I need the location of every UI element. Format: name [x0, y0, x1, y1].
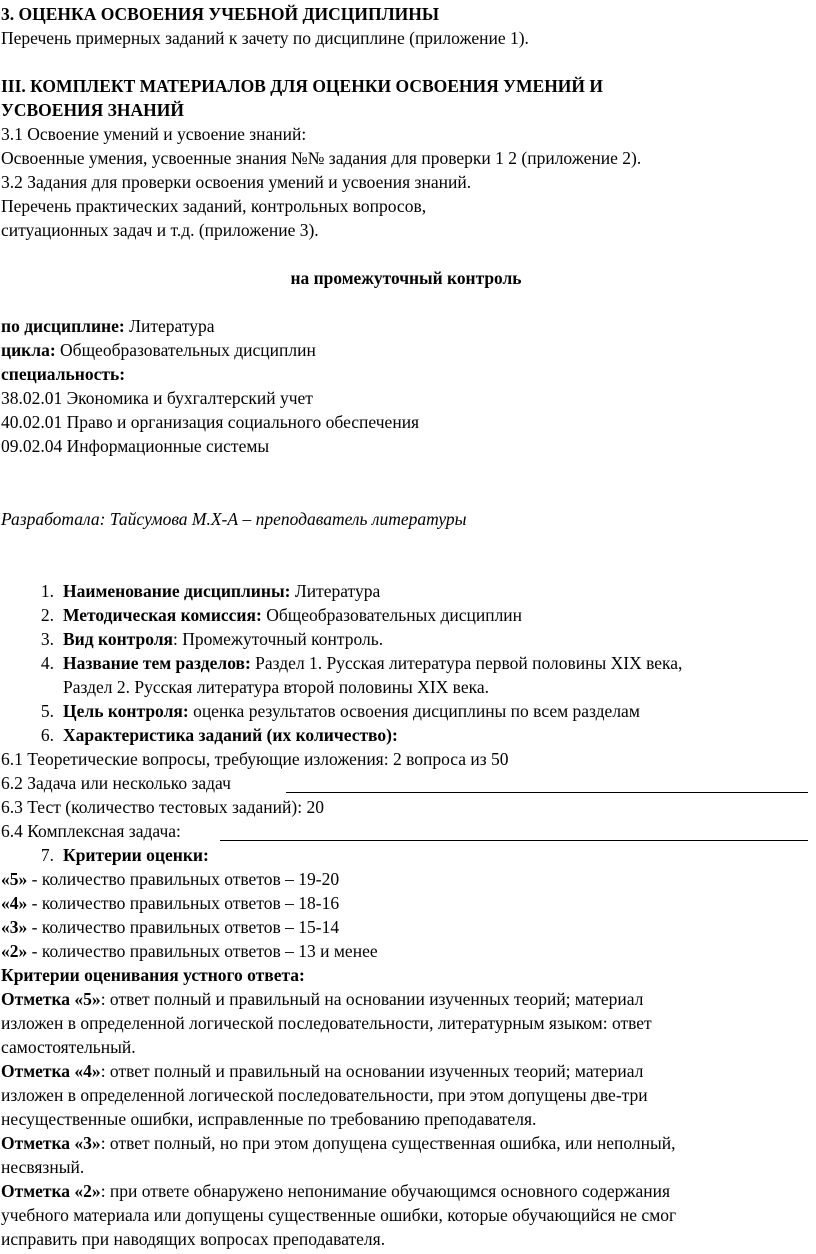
discipline-row: [1, 314, 215, 338]
grade-text: - количество правильных ответов – 18-16: [27, 893, 340, 913]
mark-2-line: учебного материала или допущены существенные ошибки, которые обучающийся не смог: [1, 1205, 677, 1225]
grade-text: - количество правильных ответов – 15-14: [27, 917, 340, 937]
part-3-line: 3.1 Освоение умений и усвоение знаний:: [1, 124, 307, 144]
grade-mark: «2»: [1, 941, 28, 961]
grade-row: [1, 891, 339, 915]
list-number: 5.: [40, 701, 54, 721]
part-3-heading-line1: III. КОМПЛЕКТ МАТЕРИАЛОВ ДЛЯ ОЦЕНКИ ОСВОЕНИЯ УМЕНИЙ И: [1, 76, 604, 96]
task-line: 6.3 Тест (количество тестовых заданий): 20: [1, 797, 324, 817]
grade-row: [1, 867, 339, 891]
specialty-item: 38.02.01 Экономика и бухгалтерский учет: [1, 388, 313, 408]
list-item-characteristics: Характеристика заданий (их количество):: [63, 725, 398, 745]
list-number: 1.: [40, 581, 54, 601]
list-item-goal: [63, 699, 640, 723]
specialty-item: 09.02.04 Информационные системы: [1, 436, 270, 456]
cycle-row: [1, 338, 316, 362]
part-3-line: Освоенные умения, усвоенные знания №№ задания для проверки 1 2 (приложение 2).: [1, 148, 642, 168]
list-item-topics: [63, 651, 682, 675]
list-number: 4.: [40, 653, 54, 673]
mark-5-line: самостоятельный.: [1, 1037, 136, 1057]
task-line: 6.2 Задача или несколько задач: [1, 773, 231, 793]
list-number: 3.: [40, 629, 54, 649]
mark-4-line: несущественные ошибки, исправленные по требованию преподавателя.: [1, 1109, 537, 1129]
mark-label: Отметка «4»: [1, 1061, 101, 1081]
specialty-label: специальность:: [1, 364, 126, 384]
mark-5-line: изложен в определенной логической последовательности, литературным языком: ответ: [1, 1013, 652, 1033]
grade-mark: «4»: [1, 893, 28, 913]
mark-2-line: [1, 1179, 670, 1203]
mark-label: Отметка «2»: [1, 1181, 101, 1201]
fill-in-line: [220, 839, 808, 841]
grade-mark: «3»: [1, 917, 28, 937]
fill-in-line: [286, 791, 808, 793]
list-item-label: Наименование дисциплины:: [63, 581, 291, 601]
mark-4-line: изложен в определенной логической последовательности, при этом допущены две-три: [1, 1085, 648, 1105]
mark-3-line: [1, 1131, 676, 1155]
section-3-heading: 3. ОЦЕНКА ОСВОЕНИЯ УЧЕБНОЙ ДИСЦИПЛИНЫ: [1, 4, 440, 24]
list-number: 2.: [40, 605, 54, 625]
list-item-label: Название тем разделов:: [63, 653, 251, 673]
discipline-label: по дисциплине:: [1, 316, 125, 336]
grade-mark: «5»: [1, 869, 28, 889]
part-3-line: Перечень практических заданий, контрольных вопросов,: [1, 196, 427, 216]
list-item-criteria: Критерии оценки:: [63, 845, 209, 865]
task-line: 6.1 Теоретические вопросы, требующие изложения: 2 вопроса из 50: [1, 749, 509, 769]
list-item-value: Литература: [290, 581, 381, 601]
list-item-value: Общеобразовательных дисциплин: [261, 605, 523, 625]
part-3-line: ситуационных задач и т.д. (приложение 3).: [1, 220, 319, 240]
list-item-value: : Промежуточный контроль.: [173, 629, 384, 649]
list-item-commission: [63, 603, 522, 627]
mark-2-line: исправить при наводящих вопросах преподавателя.: [1, 1229, 386, 1249]
control-title: на промежуточный контроль: [290, 268, 522, 288]
cycle-label: цикла:: [1, 340, 56, 360]
mark-text: : ответ полный и правильный на основании изученных теорий; материал: [100, 1061, 644, 1081]
list-number: 6.: [40, 725, 54, 745]
mark-text: : ответ полный, но при этом допущена существенная ошибка, или неполный,: [100, 1133, 676, 1153]
part-3-line: 3.2 Задания для проверки освоения умений и усвоения знаний.: [1, 172, 472, 192]
list-item-label: Методическая комиссия:: [63, 605, 262, 625]
mark-text: : ответ полный и правильный на основании изученных теорий; материал: [100, 989, 644, 1009]
grade-row: [1, 939, 378, 963]
section-3-text: Перечень примерных заданий к зачету по дисциплине (приложение 1).: [1, 28, 529, 48]
list-item-control-type: [63, 627, 383, 651]
author-line: Разработала: Тайсумова М.Х-А – преподаватель литературы: [1, 509, 467, 529]
mark-label: Отметка «3»: [1, 1133, 101, 1153]
task-line: 6.4 Комплексная задача:: [1, 821, 181, 841]
mark-text: : при ответе обнаружено непонимание обучающимся основного содержания: [100, 1181, 671, 1201]
mark-4-line: [1, 1059, 643, 1083]
cycle-value: Общеобразовательных дисциплин: [55, 340, 316, 360]
list-item-value: Раздел 1. Русская литература первой половины XIX века,: [250, 653, 683, 673]
list-item-label: Цель контроля:: [63, 701, 189, 721]
grade-row: [1, 915, 339, 939]
list-number: 7.: [40, 845, 54, 865]
grade-text: - количество правильных ответов – 13 и менее: [27, 941, 378, 961]
list-item-topics-continued: Раздел 2. Русская литература второй половины XIX века.: [63, 677, 489, 697]
grade-text: - количество правильных ответов – 19-20: [27, 869, 340, 889]
list-item-value: оценка результатов освоения дисциплины по всем разделам: [188, 701, 640, 721]
discipline-value: Литература: [124, 316, 215, 336]
mark-3-line: несвязный.: [1, 1157, 85, 1177]
oral-criteria-heading: Критерии оценивания устного ответа:: [1, 965, 305, 985]
list-item-discipline: [63, 579, 380, 603]
mark-5-line: [1, 987, 643, 1011]
list-item-label: Вид контроля: [63, 629, 174, 649]
mark-label: Отметка «5»: [1, 989, 101, 1009]
part-3-heading-line2: УСВОЕНИЯ ЗНАНИЙ: [1, 100, 184, 120]
specialty-item: 40.02.01 Право и организация социального обеспечения: [1, 412, 420, 432]
